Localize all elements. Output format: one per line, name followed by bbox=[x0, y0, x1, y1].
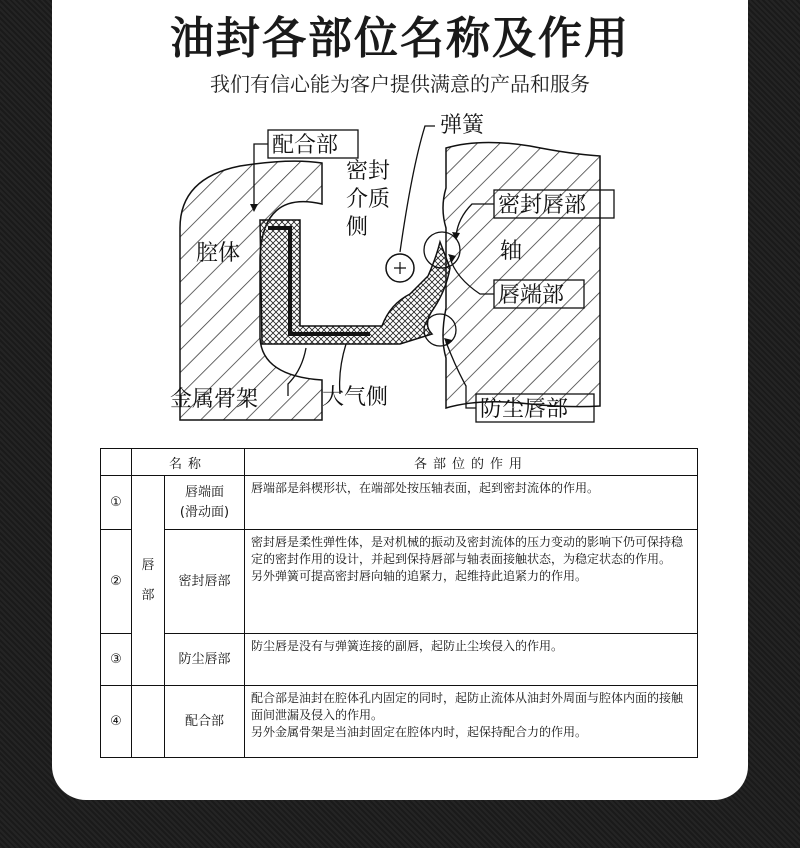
label-fitting-part: 配合部 bbox=[272, 133, 339, 158]
shaft bbox=[443, 142, 600, 408]
table-row bbox=[101, 530, 698, 634]
function-table bbox=[100, 448, 698, 758]
row-number: ② bbox=[101, 530, 132, 634]
table-row bbox=[101, 476, 698, 530]
header-function: 各部位的作用 bbox=[245, 449, 698, 476]
label-shaft: 轴 bbox=[500, 239, 523, 264]
table-row bbox=[101, 634, 698, 686]
group-label-2: 部 bbox=[141, 587, 155, 603]
header-name: 名称 bbox=[132, 449, 245, 476]
label-seal-lip: 密封唇部 bbox=[498, 193, 587, 218]
part-description bbox=[245, 530, 698, 634]
part-name: 密封唇部 bbox=[165, 530, 245, 634]
description-text: 配合部是油封在腔体孔内固定的同时，起防止流体从油封外周面与腔体内面的接触面间泄漏及侵入的作用。 bbox=[251, 691, 684, 722]
table-header-row bbox=[101, 449, 698, 476]
label-dust-lip: 防尘唇部 bbox=[480, 397, 569, 422]
row-number: ① bbox=[101, 476, 132, 530]
description-text: 另外弹簧可提高密封唇向轴的追紧力，起维持此追紧力的作用。 bbox=[251, 569, 588, 583]
part-name bbox=[165, 476, 245, 530]
label-cavity: 腔体 bbox=[196, 241, 241, 266]
label-sealed-medium-2: 介质 bbox=[346, 187, 391, 212]
row-number: ③ bbox=[101, 634, 132, 686]
label-lip-tip: 唇端部 bbox=[498, 283, 565, 308]
part-name-line1: 唇端面 bbox=[185, 484, 225, 500]
part-name: 配合部 bbox=[165, 686, 245, 758]
description-text: 防尘唇是没有与弹簧连接的副唇，起防止尘埃侵入的作用。 bbox=[251, 639, 564, 653]
part-name-line2: (滑动面) bbox=[179, 504, 230, 520]
page-subtitle: 我们有信心能为客户提供满意的产品和服务 bbox=[210, 72, 590, 96]
group-empty bbox=[132, 686, 165, 758]
part-description bbox=[245, 686, 698, 758]
label-sealed-medium-3: 侧 bbox=[346, 215, 369, 240]
oil-seal-diagram bbox=[150, 108, 620, 438]
group-lip bbox=[132, 476, 165, 686]
row-number: ④ bbox=[101, 686, 132, 758]
description-text: 唇端部是斜楔形状，在端部处按压轴表面，起到密封流体的作用。 bbox=[251, 481, 600, 495]
part-description bbox=[245, 634, 698, 686]
table-row bbox=[101, 686, 698, 758]
label-spring: 弹簧 bbox=[440, 113, 485, 138]
group-label-1: 唇 bbox=[141, 557, 155, 573]
part-name: 防尘唇部 bbox=[165, 634, 245, 686]
label-atmosphere-side: 大气侧 bbox=[322, 385, 389, 410]
description-text: 另外金属骨架是当油封固定在腔体内时，起保持配合力的作用。 bbox=[251, 725, 588, 739]
description-text: 密封唇是柔性弹性体，是对机械的振动及密封流体的压力变动的影响下仍可保持稳定的密封作用的设计，并起到保持唇部与轴表面接触状态，为稳定状态的作用。 bbox=[251, 535, 684, 566]
label-metal-frame: 金属骨架 bbox=[170, 387, 259, 412]
page-title: 油封各部位名称及作用 bbox=[170, 13, 630, 64]
part-description bbox=[245, 476, 698, 530]
header-empty bbox=[101, 449, 132, 476]
label-sealed-medium-1: 密封 bbox=[346, 159, 391, 184]
